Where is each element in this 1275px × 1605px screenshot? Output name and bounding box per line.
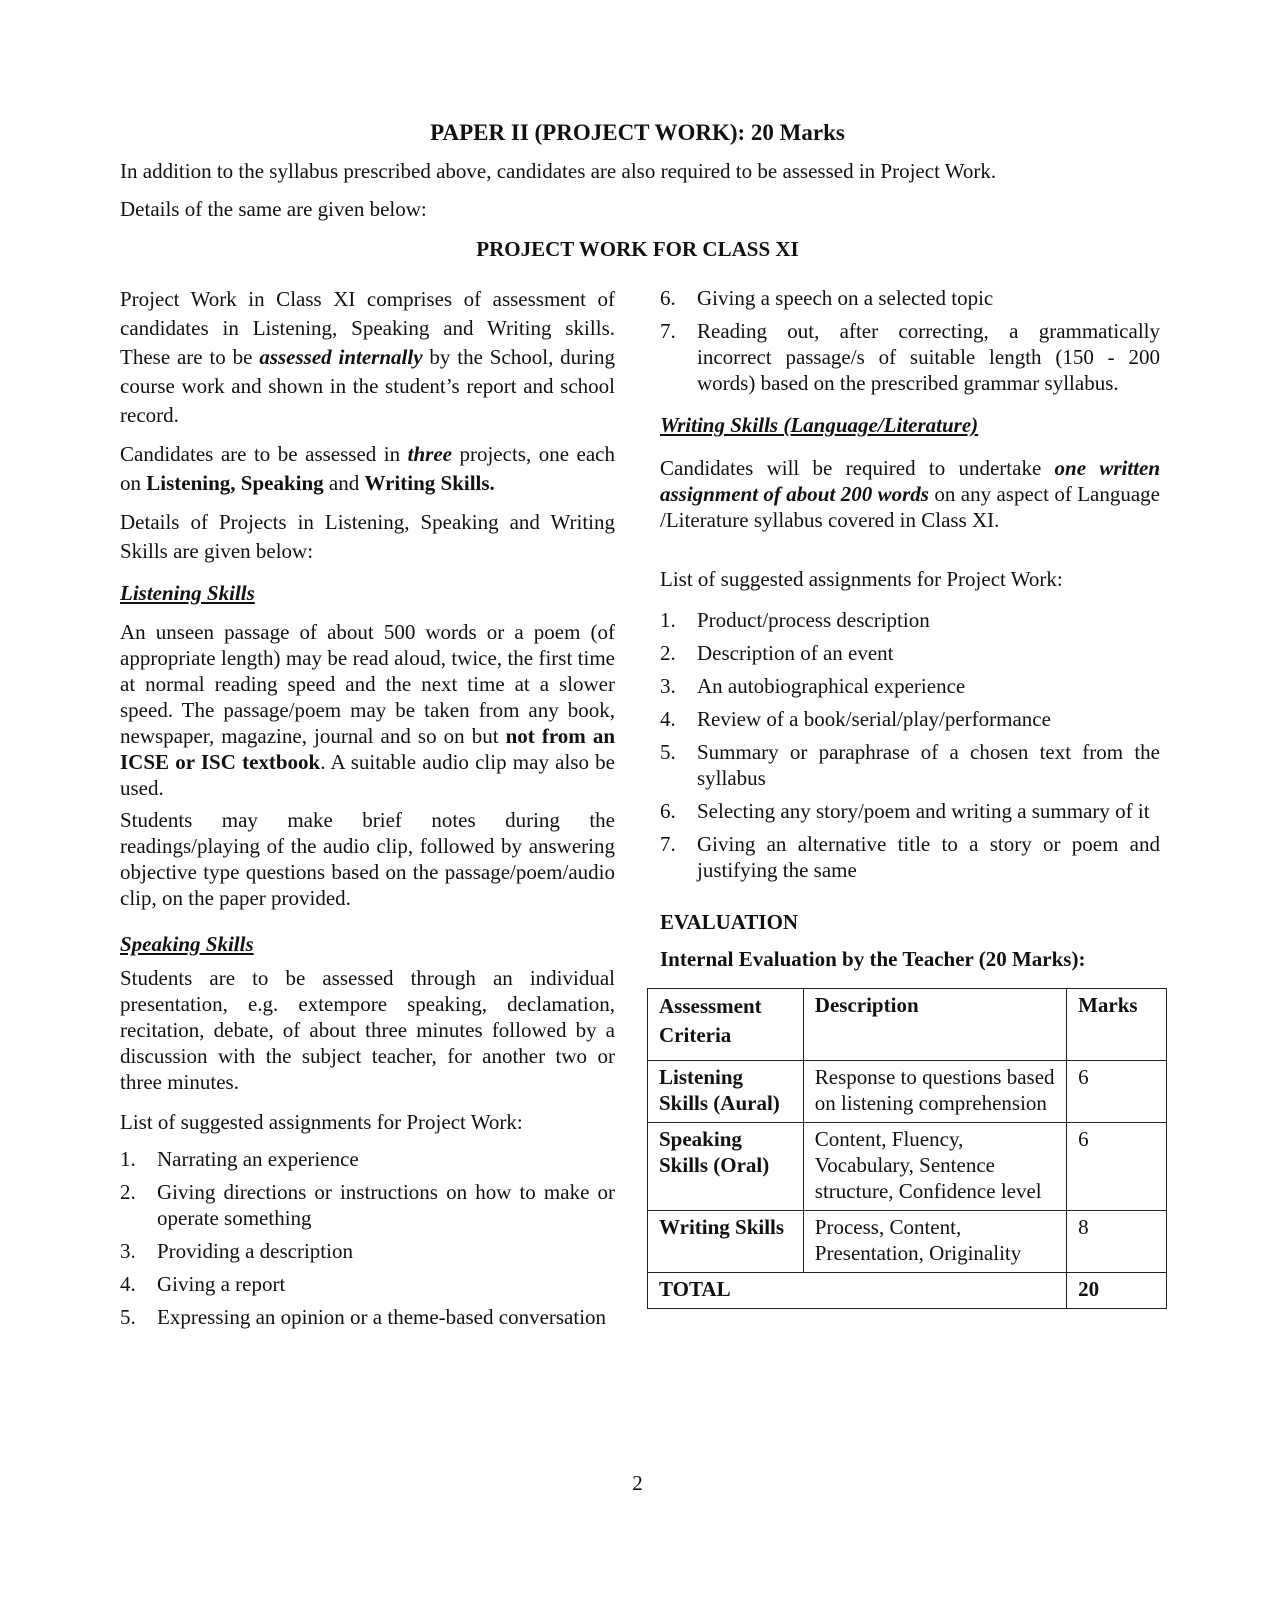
speaking-assignments-list-continued: [660, 285, 1160, 396]
list-item: 6. Giving a speech on a selected topic: [660, 286, 994, 310]
evaluation-heading: EVALUATION: [660, 910, 799, 935]
writing-skills-heading: Writing Skills (Language/Literature): [660, 413, 979, 438]
list-item: 6. Selecting any story/poem and writing a summary of it: [660, 799, 1150, 823]
row-marks: 6: [1067, 1060, 1167, 1122]
writing-assignments-list: [660, 607, 1160, 883]
row-criteria: Listening Skills (Aural): [648, 1060, 804, 1122]
list-item: 3. An autobiographical experience: [660, 673, 966, 698]
listening-paragraph-2: Students may make brief notes during the readings/playing of the audio clip, followed by answering objective type questions based on the passage/poem/audio clip, on the paper provided.: [120, 808, 615, 911]
intro-line-1: In addition to the syllabus prescribed above, candidates are also required to be assessed in Project Work.: [120, 159, 997, 183]
row-description: Process, Content, Presentation, Originality: [803, 1210, 1066, 1272]
list-item: 4. Giving a report: [120, 1272, 286, 1297]
header-criteria: Assessment Criteria: [648, 988, 804, 1060]
list-item: 3. Providing a description: [120, 1239, 353, 1264]
list-item: 7. Reading out, after correcting, a grammatically incorrect passage/s of suitable length (150 - 200 words) based on the prescribed grammar syllabus.: [660, 319, 1160, 396]
table-row: [648, 1122, 1167, 1210]
listening-skills-heading: Listening Skills: [120, 580, 255, 605]
list-item: 5. Expressing an opinion or a theme-based conversation: [120, 1305, 607, 1330]
evaluation-table: [647, 988, 1167, 1309]
evaluation-subheading: Internal Evaluation by the Teacher (20 Marks):: [660, 947, 1086, 972]
header-description: Description: [803, 988, 1066, 1060]
list-item: 1. Narrating an experience: [120, 1147, 359, 1172]
speaking-paragraph: Students are to be assessed through an individual presentation, e.g. extempore speaking, declamation, recitation, debate, of about three minutes followed by a discussion with the subject teacher, for another two or three minutes.: [120, 965, 615, 1094]
list-item: 7. Giving an alternative title to a story or poem and justifying the same: [660, 832, 1160, 883]
list-item: 4. Review of a book/serial/play/performance: [660, 706, 1051, 731]
writing-paragraph: Candidates will be required to undertake one written assignment of about 200 words on any aspect of Language /Literature syllabus covered in Class XI.: [660, 456, 1161, 533]
section-title: PROJECT WORK FOR CLASS XI: [476, 237, 799, 261]
table-total-row: [648, 1272, 1167, 1308]
writing-list-intro: List of suggested assignments for Project Work:: [660, 566, 1063, 591]
right-column: [660, 285, 1160, 1309]
table-header-row: [648, 988, 1167, 1060]
listening-paragraph-1: An unseen passage of about 500 words or a poem (of appropriate length) may be read aloud, twice, the first time at normal reading speed and the next time at a slower speed. The passage/poem may be taken from any book, newspaper, magazine, journal and so on but not from an ICSE or ISC textbook. A suitable audio clip may also be used.: [120, 620, 615, 801]
total-value: 20: [1067, 1272, 1167, 1308]
list-item: 2. Description of an event: [660, 640, 894, 665]
list-item: 5. Summary or paraphrase of a chosen text from the syllabus: [660, 739, 1160, 790]
row-criteria: Writing Skills: [648, 1210, 804, 1272]
speaking-assignments-list: [120, 1146, 615, 1330]
list-item: 2. Giving directions or instructions on how to make or operate something: [120, 1180, 615, 1231]
list-item: 1. Product/process description: [660, 607, 930, 632]
row-description: Response to questions based on listening comprehension: [803, 1060, 1066, 1122]
total-label: TOTAL: [648, 1272, 1067, 1308]
details-paragraph: Details of Projects in Listening, Speaking and Writing Skills are given below:: [120, 509, 615, 563]
row-marks: 6: [1067, 1122, 1167, 1210]
row-description: Content, Fluency, Vocabulary, Sentence structure, Confidence level: [803, 1122, 1066, 1210]
speaking-list-intro: List of suggested assignments for Project Work:: [120, 1109, 523, 1134]
projects-paragraph: Candidates are to be assessed in three projects, one each on Listening, Speaking and Writing Skills.: [120, 441, 615, 495]
intro-line-2: Details of the same are given below:: [120, 197, 427, 221]
table-row: [648, 1060, 1167, 1122]
header-marks: Marks: [1067, 988, 1167, 1060]
table-row: [648, 1210, 1167, 1272]
row-criteria: Speaking Skills (Oral): [648, 1122, 804, 1210]
left-column: [120, 285, 615, 1337]
speaking-skills-heading: Speaking Skills: [120, 932, 254, 957]
row-marks: 8: [1067, 1210, 1167, 1272]
page-number: 2: [632, 1471, 643, 1495]
intro-paragraph: Project Work in Class XI comprises of assessment of candidates in Listening, Speaking and Writing skills. These are to be assessed internally by the School, during course work and shown in the student’s report and school record.: [120, 287, 615, 427]
page-title: PAPER II (PROJECT WORK): 20 Marks: [430, 120, 845, 145]
